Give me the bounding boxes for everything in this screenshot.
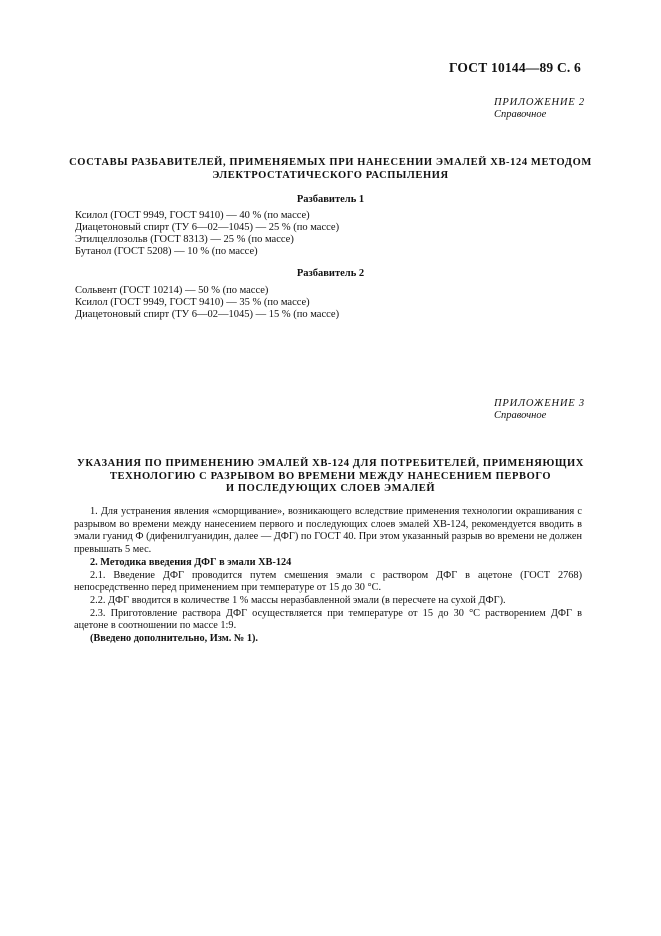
appendix-2-heading (0, 157, 661, 182)
appendix-3-heading (0, 458, 661, 496)
paragraph-2-text: 2. Методика введения ДФГ в эмали ХВ-124 (90, 556, 292, 568)
diluent-1-item: Этилцеллозольв (ГОСТ 8313) — 25 % (по массе) (75, 234, 294, 245)
appendix-3-heading-line: ТЕХНОЛОГИЮ С РАЗРЫВОМ ВО ВРЕМЕНИ МЕЖДУ НАНЕСЕНИЕМ ПЕРВОГО (109, 470, 552, 482)
paragraph-1-text: 1. Для устранения явления «сморщивание», возникающего вследствие применения технологии окрашивания с разрывом во времени между нанесением первого и последующих слоев эмалей ХВ-124, рекомендуется вводить в эмали гуанид Ф (дифенилгуанидин, далее — ДФГ) по ГОСТ 40. При этом указанный разрыв во времени не должен превышать 5 мес. (74, 506, 582, 556)
appendix-2-heading-line: СОСТАВЫ РАЗБАВИТЕЛЕЙ, ПРИМЕНЯЕМЫХ ПРИ НАНЕСЕНИИ ЭМАЛЕЙ ХВ-124 МЕТОДОМ (69, 157, 592, 168)
paragraph-2-1 (74, 570, 582, 595)
paragraph-2-3-text: 2.3. Приготовление раствора ДФГ осуществляется при температуре от 15 до 30 °С растворением ДФГ в ацетоне в соотношении по массе 1:9. (74, 607, 582, 632)
diluent-2-item: Диацетоновый спирт (ТУ 6—02—1045) — 15 % (по массе) (75, 309, 340, 320)
diluent-2-item: Ксилол (ГОСТ 9949, ГОСТ 9410) — 35 % (по массе) (75, 297, 310, 308)
diluent-2-title: Разбавитель 2 (296, 268, 365, 279)
diluent-1-title: Разбавитель 1 (296, 194, 365, 205)
paragraph-2-2-text: 2.2. ДФГ вводится в количестве 1 % массы неразбавленной эмали (в пересчете на сухой ДФГ). (90, 594, 506, 606)
appendix-3-title: ПРИЛОЖЕНИЕ 3 (494, 398, 585, 409)
diluent-1-item: Бутанол (ГОСТ 5208) — 10 % (по массе) (75, 246, 258, 257)
appendix-3-subtitle: Справочное (494, 410, 547, 421)
amendment-note (74, 633, 582, 646)
paragraph-2-1-text: 2.1. Введение ДФГ проводится путем смешения эмали с раствором ДФГ в ацетоне (ГОСТ 2768) непосредственно перед применением при температуре от 15 до 30 °С. (74, 569, 582, 594)
paragraph-1 (74, 506, 582, 557)
appendix-2-title: ПРИЛОЖЕНИЕ 2 (494, 97, 585, 108)
body-text (74, 506, 582, 646)
appendix-2-subtitle: Справочное (494, 109, 547, 120)
appendix-3-heading-line: УКАЗАНИЯ ПО ПРИМЕНЕНИЮ ЭМАЛЕЙ ХВ-124 ДЛЯ ПОТРЕБИТЕЛЕЙ, ПРИМЕНЯЮЩИХ (77, 458, 584, 469)
diluent-1-item: Диацетоновый спирт (ТУ 6—02—1045) — 25 % (по массе) (75, 222, 340, 233)
paragraph-2-2 (74, 595, 582, 608)
paragraph-2-heading (74, 557, 582, 570)
diluent-2-item: Сольвент (ГОСТ 10214) — 50 % (по массе) (75, 285, 269, 296)
appendix-2-heading-line: ЭЛЕКТРОСТАТИЧЕСКОГО РАСПЫЛЕНИЯ (212, 169, 449, 181)
page-header: ГОСТ 10144—89 С. 6 (448, 60, 581, 75)
amendment-note-text: (Введено дополнительно, Изм. № 1). (90, 633, 258, 645)
appendix-3-heading-line: И ПОСЛЕДУЮЩИХ СЛОЕВ ЭМАЛЕЙ (225, 483, 436, 494)
paragraph-2-3 (74, 608, 582, 633)
diluent-1-item: Ксилол (ГОСТ 9949, ГОСТ 9410) — 40 % (по массе) (75, 210, 310, 221)
